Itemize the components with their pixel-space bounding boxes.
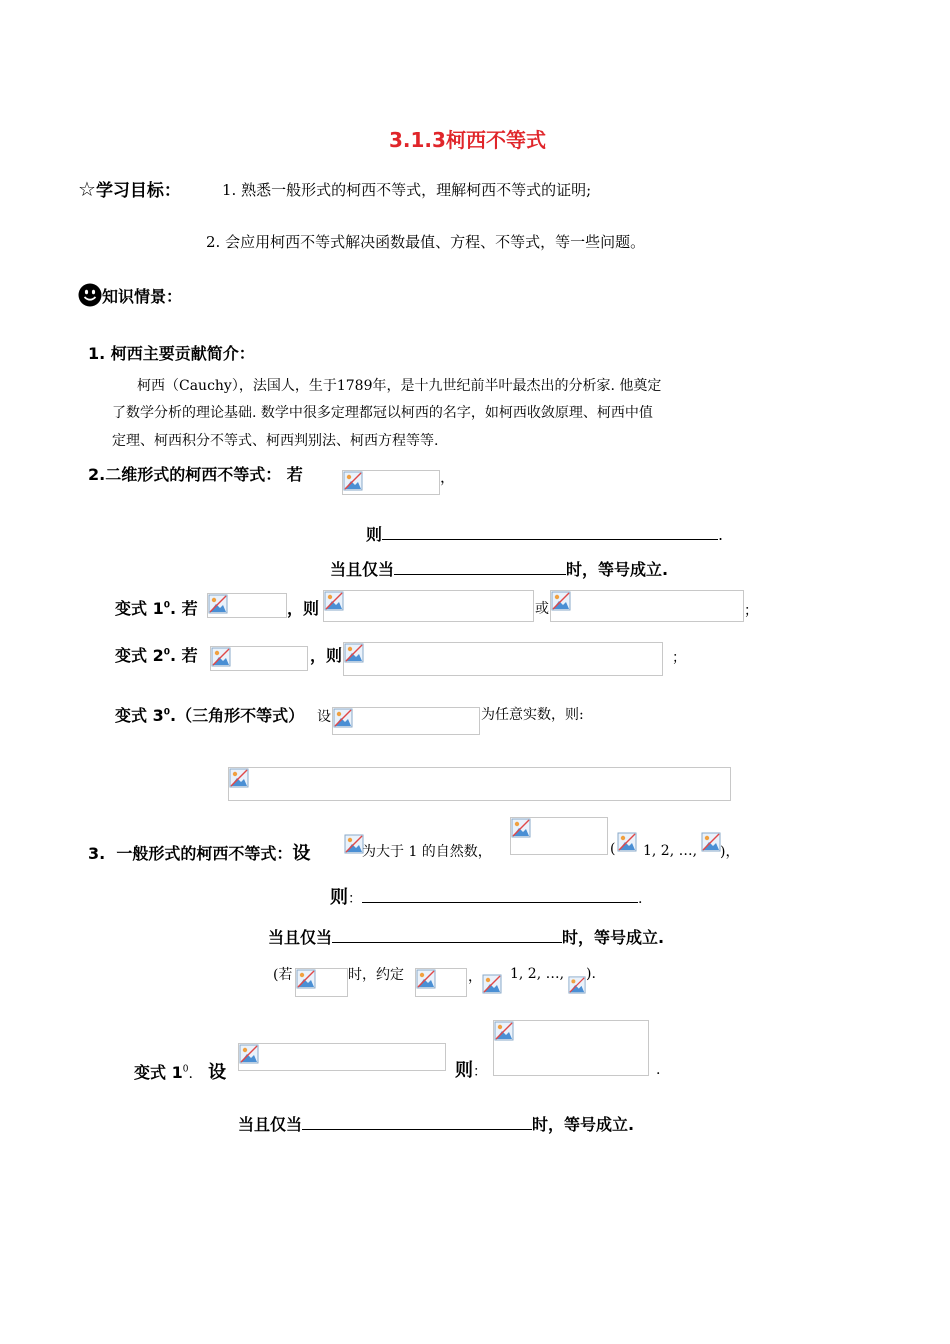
semicolon: ； xyxy=(744,603,758,619)
broken-image-icon xyxy=(344,643,364,663)
superscript: 0 xyxy=(163,647,170,658)
comma: ， xyxy=(440,468,456,486)
objectives-heading xyxy=(78,176,181,201)
then-label: 则 xyxy=(366,525,383,544)
note-comma: ， xyxy=(468,969,482,985)
period: . xyxy=(638,891,643,907)
formula-image-v3-vars xyxy=(332,707,480,735)
variant1-or: 或 xyxy=(535,601,549,617)
broken-image-icon xyxy=(416,969,436,989)
superscript: 0 xyxy=(163,600,170,611)
formula-image-v1-result xyxy=(323,590,534,622)
paren-open: ( xyxy=(610,841,616,857)
period: . xyxy=(718,525,724,544)
equal-holds-label: 时，等号成立. xyxy=(566,560,669,579)
broken-image-icon xyxy=(211,647,231,667)
variant3-label xyxy=(115,703,304,726)
broken-image-icon xyxy=(239,1044,259,1064)
objective-1: 1. 熟悉一般形式的柯西不等式，理解柯西不等式的证明; xyxy=(222,181,592,199)
note-open: (若 xyxy=(273,967,293,983)
iff-label: 当且仅当 xyxy=(238,1115,303,1134)
section1-heading: 1. 柯西主要贡献简介： xyxy=(88,344,255,363)
variant1-text: 变式 1 xyxy=(115,599,164,618)
period: . xyxy=(656,1062,661,1078)
broken-image-icon xyxy=(494,1021,514,1041)
broken-image-icon xyxy=(701,832,721,852)
variant3-triangle: .（三角形不等式） xyxy=(169,706,305,725)
dot: . xyxy=(188,1066,193,1082)
iff-label: 当且仅当 xyxy=(268,928,333,947)
formula-image-i xyxy=(617,832,639,852)
then-label: 则 xyxy=(455,1060,473,1081)
variant1-label xyxy=(115,596,198,619)
variant2-label xyxy=(115,643,198,666)
broken-image-icon xyxy=(324,591,344,611)
section1-line3: 定理、柯西积分不等式、柯西判别法、柯西方程等等. xyxy=(112,433,439,449)
broken-image-icon xyxy=(333,708,353,728)
then-line xyxy=(366,522,723,545)
iff-line xyxy=(330,557,668,580)
semicolon: ； xyxy=(672,650,686,666)
superscript: 0 xyxy=(163,707,170,718)
iff-label: 当且仅当 xyxy=(330,560,395,579)
broken-image-icon xyxy=(229,768,249,788)
section3-seq: 1, 2, …, xyxy=(643,843,698,859)
superscript: 0 xyxy=(182,1064,189,1075)
formula-image-s3v1-result xyxy=(493,1020,649,1076)
formula-image-note-cond xyxy=(295,968,348,997)
colon: ： xyxy=(348,891,362,907)
broken-image-icon xyxy=(344,834,364,854)
formula-image-s3v1-cond xyxy=(238,1043,446,1071)
then-label: 则 xyxy=(330,887,348,908)
formula-image-v1-alt xyxy=(550,590,744,622)
answer-blank[interactable] xyxy=(394,574,566,575)
section1-line1: 柯西（Cauchy），法国人，生于1789年，是十九世纪前半叶最杰出的分析家. 他奠定 xyxy=(137,378,662,394)
variant3-set: 设 xyxy=(317,709,331,725)
broken-image-icon xyxy=(617,832,637,852)
formula-image-ai-bi xyxy=(510,817,608,855)
answer-blank[interactable] xyxy=(302,1129,532,1130)
broken-image-icon xyxy=(208,594,228,614)
variant3-text: 变式 3 xyxy=(115,706,164,725)
star-icon: ☆ xyxy=(78,177,96,201)
context-heading xyxy=(78,283,182,307)
objective-2: 2. 会应用柯西不等式解决函数最值、方程、不等式，等一些问题。 xyxy=(206,233,646,251)
objectives-label: 学习目标： xyxy=(95,181,181,201)
variant-text: 变式 1 xyxy=(134,1063,183,1082)
broken-image-icon xyxy=(296,969,316,989)
variant1-then: ，则 xyxy=(287,599,320,618)
section3-iff-line xyxy=(268,925,664,948)
page-title: 3.1.3柯西不等式 xyxy=(389,128,546,152)
broken-image-icon xyxy=(551,591,571,611)
equal-holds-label: 时，等号成立. xyxy=(532,1115,635,1134)
answer-blank[interactable] xyxy=(362,902,638,903)
broken-image-icon xyxy=(343,471,363,491)
formula-image-v1-cond xyxy=(207,593,287,618)
formula-image-n2 xyxy=(701,832,721,852)
formula-image-v3-result xyxy=(228,767,731,801)
answer-blank[interactable] xyxy=(332,942,562,943)
paren-close: )， xyxy=(720,844,740,860)
s3-variant1-label xyxy=(134,1058,226,1084)
formula-image-note-n xyxy=(568,976,586,994)
set-label: 设 xyxy=(208,1062,227,1083)
formula-image-condition xyxy=(342,470,440,495)
broken-image-icon xyxy=(568,976,586,994)
colon: ： xyxy=(473,1064,487,1080)
variant2-text: 变式 2 xyxy=(115,646,164,665)
note-when: 时，约定 xyxy=(348,967,404,983)
section3-num: 3. xyxy=(88,844,106,863)
context-label: 知识情景： xyxy=(102,287,183,306)
broken-image-icon xyxy=(482,974,502,994)
variant1-if: . 若 xyxy=(169,599,198,618)
formula-image-note-i xyxy=(482,974,506,994)
note-close: ). xyxy=(586,966,596,982)
formula-image-v2-cond xyxy=(210,646,308,671)
formula-image-note-conv xyxy=(415,968,467,997)
section3-then-line xyxy=(330,883,642,909)
section1-line2: 了数学分析的理论基础. 数学中很多定理都冠以柯西的名字，如柯西收敛原理、柯西中值 xyxy=(112,405,653,421)
section3-nat: 为大于 1 的自然数， xyxy=(362,844,492,860)
variant2-if: . 若 xyxy=(169,646,198,665)
answer-blank[interactable] xyxy=(382,539,718,540)
variant3-any: 为任意实数，则: xyxy=(481,707,584,723)
smiley-icon xyxy=(78,283,102,307)
section3-heading xyxy=(88,839,310,865)
section3-iff-line-2 xyxy=(238,1112,634,1135)
variant2-then: ，则 xyxy=(310,646,343,665)
broken-image-icon xyxy=(511,818,531,838)
section3-set: 设 xyxy=(292,843,311,864)
s3-variant1-then xyxy=(455,1056,487,1082)
note-seq: 1, 2, …, xyxy=(510,966,565,982)
section2-heading: 2.二维形式的柯西不等式： 若 xyxy=(88,465,303,484)
formula-image-n xyxy=(344,834,362,854)
equal-holds-label: 时，等号成立. xyxy=(562,928,665,947)
section3-title: 一般形式的柯西不等式： xyxy=(116,844,293,863)
formula-image-v2-result xyxy=(343,642,663,676)
